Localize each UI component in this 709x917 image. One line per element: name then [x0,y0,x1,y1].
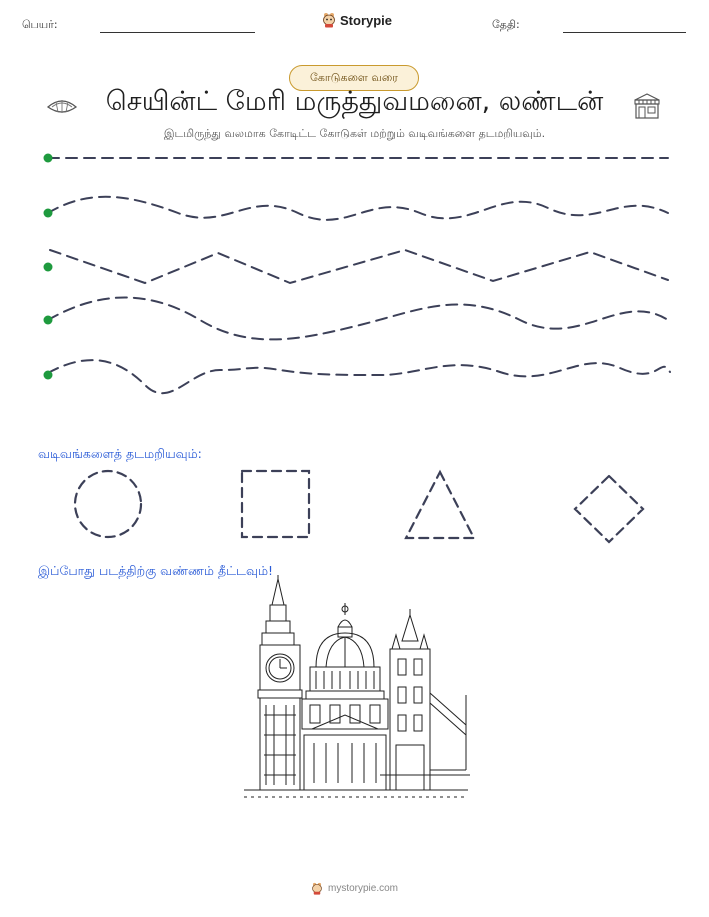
brand-name: Storypie [340,12,393,28]
footer [0,882,709,895]
date-field[interactable] [563,32,686,33]
trace-line-zigzag [50,250,668,283]
shop-icon [632,92,662,120]
name-label: பெயர்: [22,18,58,31]
tracing-lines [0,140,709,400]
footer-url[interactable]: mystorypie.com [327,883,398,894]
storypie-logo-icon [322,12,336,28]
name-field[interactable] [100,32,255,33]
coloring-label: இப்போது படத்திற்கு வண்ணம் தீட்டவும்! [38,563,274,578]
shape-circle [75,471,141,537]
trace-line-bumps [48,360,670,393]
start-dot [44,154,53,163]
start-dot [44,316,53,325]
shape-square [242,471,309,537]
date-label: தேதி: [492,18,520,31]
start-dot [44,371,53,380]
shape-diamond [575,476,643,542]
start-dot [44,263,53,272]
start-dot [44,209,53,218]
shape-triangle [406,472,474,538]
trace-line-wave-2 [48,298,668,340]
instructions: இடமிருந்து வலமாக கோடிட்ட கோடுகள் மற்றும் வடிவங்களை தடமறியவும். [163,127,546,140]
brand-logo [322,12,392,28]
activity-badge: கோடுகளை வரை [289,65,419,91]
storypie-logo-icon [311,882,323,895]
shapes-label: வடிவங்களைத் தடமறியவும்: [38,446,202,461]
page-title: செயின்ட் மேரி மருத்துவமனை, லண்டன் [105,86,604,117]
trace-line-wave-1 [48,197,668,220]
london-skyline-illustration [240,575,472,805]
tracing-shapes [0,462,709,547]
